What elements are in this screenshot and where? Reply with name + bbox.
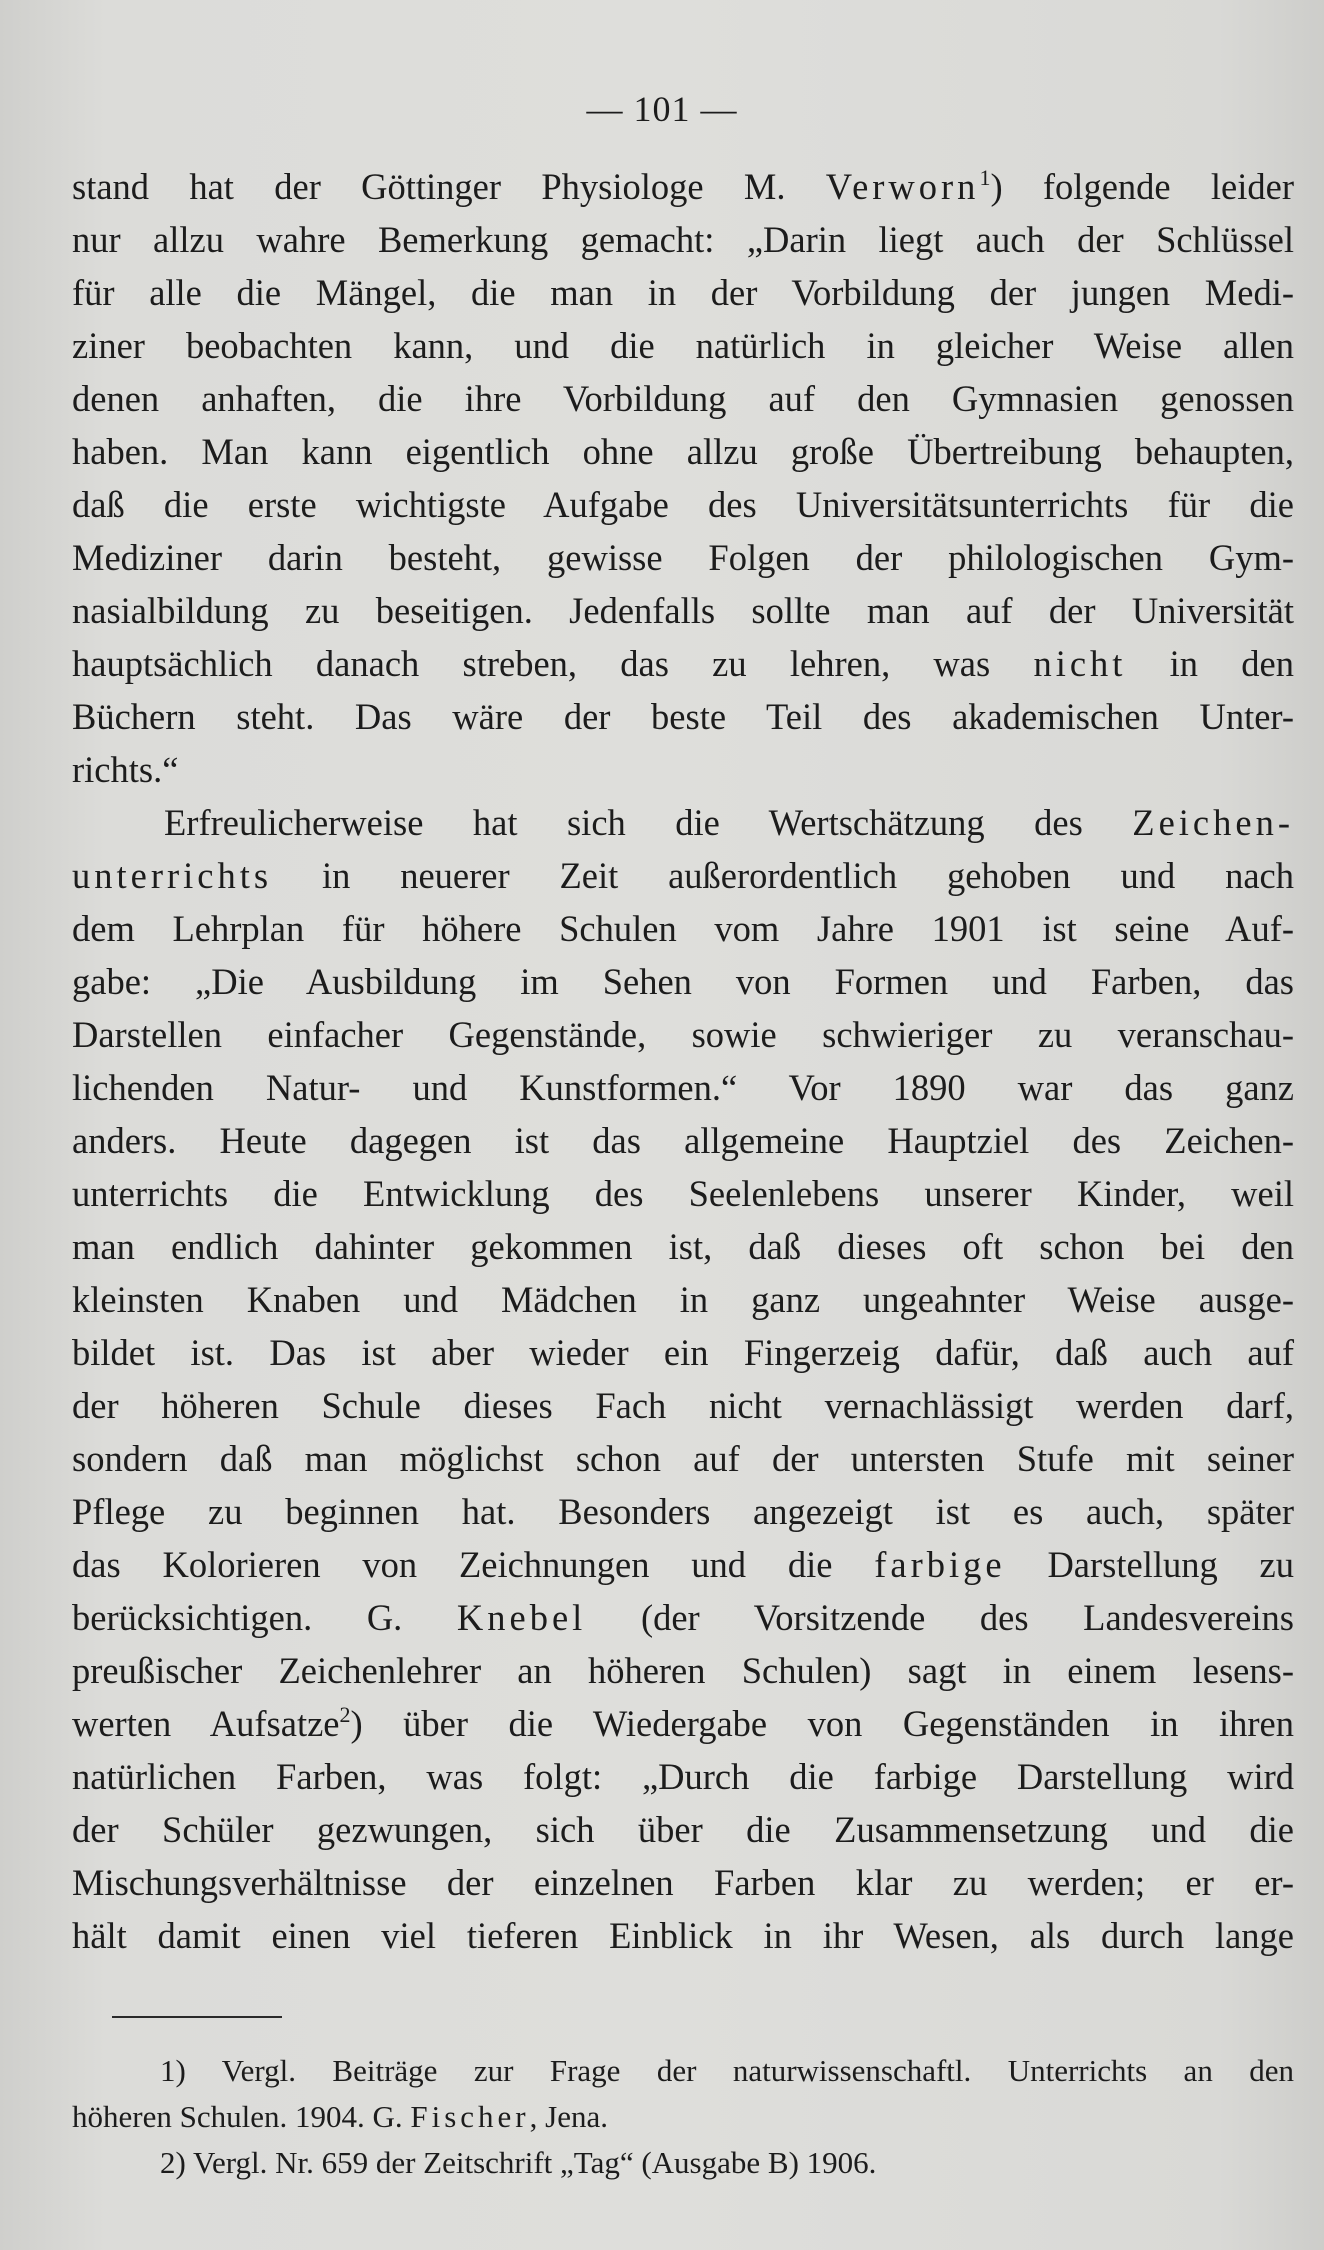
- text-line: [72, 690, 1294, 743]
- text-run: 1) Vergl. Beiträge zur Frage der naturwissenschaftl. Unterrichts an den: [160, 2053, 1294, 2088]
- text-run: anders. Heute dagegen ist das allgemeine Hauptziel des Zeichen-: [72, 1120, 1294, 1161]
- text-line: [72, 1909, 1294, 1962]
- text-run: in neuerer Zeit außerordentlich gehoben und nach: [272, 855, 1294, 896]
- text-line: [72, 1379, 1294, 1432]
- text-line: [72, 319, 1294, 372]
- text-line: [72, 478, 1294, 531]
- text-run: Erfreulicherweise hat sich die Wertschätzung des: [164, 802, 1133, 843]
- text-line: [72, 1485, 1294, 1538]
- text-line: [72, 955, 1294, 1008]
- text-line: [72, 1644, 1294, 1697]
- text-run: werten Aufsatze: [72, 1703, 340, 1744]
- text-line: [72, 637, 1294, 690]
- text-line: [72, 1167, 1294, 1220]
- text-run: stand hat der Göttinger Physiologe M.: [72, 166, 826, 207]
- text-run: nur allzu wahre Bemerkung gemacht: „Darin liegt auch der Schlüssel: [72, 219, 1294, 260]
- text-line: [72, 1803, 1294, 1856]
- text-run: Mischungsverhältnisse der einzelnen Farben klar zu werden; er er-: [72, 1862, 1294, 1903]
- text-line: [72, 1061, 1294, 1114]
- text-run: natürlichen Farben, was folgt: „Durch die farbige Darstellung wird: [72, 1756, 1294, 1797]
- text-run: ziner beobachten kann, und die natürlich in gleicher Weise allen: [72, 325, 1294, 366]
- spaced-emphasis: unterrichts: [72, 855, 273, 896]
- text-run: der höheren Schule dieses Fach nicht vernachlässigt werden darf,: [72, 1385, 1294, 1426]
- footnote-line: [72, 2094, 1294, 2140]
- text-line: [72, 425, 1294, 478]
- spaced-emphasis: farbige: [874, 1544, 1006, 1585]
- spaced-emphasis: Fischer: [410, 2099, 530, 2134]
- text-run: man endlich dahinter gekommen ist, daß dieses oft schon bei den: [72, 1226, 1294, 1267]
- text-run: nasialbildung zu beseitigen. Jedenfalls sollte man auf der Universität: [72, 590, 1294, 631]
- text-line: [72, 743, 1294, 796]
- text-line: [72, 1750, 1294, 1803]
- text-run: höheren Schulen. 1904. G.: [72, 2099, 411, 2134]
- text-run: bildet ist. Das ist aber wieder ein Fingerzeig dafür, daß auch auf: [72, 1332, 1294, 1373]
- text-run: Darstellen einfacher Gegenstände, sowie schwieriger zu veranschau-: [72, 1014, 1294, 1055]
- text-run: für alle die Mängel, die man in der Vorbildung der jungen Medi-: [72, 272, 1294, 313]
- text-line: [72, 1220, 1294, 1273]
- text-line: [72, 531, 1294, 584]
- footnote-marker: 1: [979, 165, 991, 190]
- text-run: Darstellung zu: [1005, 1544, 1294, 1585]
- spaced-emphasis: nicht: [1033, 643, 1127, 684]
- text-run: hält damit einen viel tieferen Einblick in ihr Wesen, als durch lange: [72, 1915, 1294, 1956]
- text-run: denen anhaften, die ihre Vorbildung auf den Gymnasien genossen: [72, 378, 1294, 419]
- text-run: haben. Man kann eigentlich ohne allzu große Übertreibung behaupten,: [72, 431, 1294, 472]
- page-number: — 101 —: [586, 89, 738, 129]
- text-run: berücksichtigen. G.: [72, 1597, 457, 1638]
- text-run: sondern daß man möglichst schon auf der untersten Stufe mit seiner: [72, 1438, 1294, 1479]
- text-run: dem Lehrplan für höhere Schulen vom Jahre 1901 ist seine Auf-: [72, 908, 1294, 949]
- text-line: [72, 372, 1294, 425]
- spaced-emphasis: Knebel: [456, 1597, 587, 1638]
- text-run: Mediziner darin besteht, gewisse Folgen der philologischen Gym-: [72, 537, 1294, 578]
- footnote: [72, 2048, 1294, 2140]
- text-line: [72, 849, 1294, 902]
- footnote-marker: 2: [339, 1702, 351, 1727]
- text-run: in den: [1126, 643, 1294, 684]
- text-run: , Jena.: [529, 2099, 608, 2134]
- text-line: [72, 1432, 1294, 1485]
- text-run: 2) Vergl. Nr. 659 der Zeitschrift „Tag“ (Ausgabe B) 1906.: [160, 2145, 877, 2180]
- text-line: [72, 1538, 1294, 1591]
- text-run: der Schüler gezwungen, sich über die Zusammensetzung und die: [72, 1809, 1294, 1850]
- footnote-line: [72, 2140, 1294, 2186]
- spaced-emphasis: Verworn: [825, 166, 980, 207]
- text-run: kleinsten Knaben und Mädchen in ganz ungeahnter Weise ausge-: [72, 1279, 1294, 1320]
- text-line: [72, 213, 1294, 266]
- text-line: [72, 902, 1294, 955]
- footnotes: [72, 2048, 1294, 2186]
- text-run: hauptsächlich danach streben, das zu lehren, was: [72, 643, 1034, 684]
- text-line: [72, 1326, 1294, 1379]
- text-run: gabe: „Die Ausbildung im Sehen von Formen und Farben, das: [72, 961, 1294, 1002]
- body-text: [72, 160, 1294, 1962]
- text-run: ) über die Wiedergabe von Gegenständen in ihren: [350, 1703, 1294, 1744]
- text-run: Pflege zu beginnen hat. Besonders angezeigt ist es auch, später: [72, 1491, 1294, 1532]
- text-line: [72, 796, 1294, 849]
- text-run: unterrichts die Entwicklung des Seelenlebens unserer Kinder, weil: [72, 1173, 1294, 1214]
- text-line: [72, 1591, 1294, 1644]
- text-line: [72, 1856, 1294, 1909]
- text-line: [72, 1008, 1294, 1061]
- text-line: [72, 160, 1294, 213]
- spaced-emphasis: Zeichen-: [1132, 802, 1294, 843]
- text-run: (der Vorsitzende des Landesvereins: [586, 1597, 1294, 1638]
- text-run: daß die erste wichtigste Aufgabe des Universitätsunterrichts für die: [72, 484, 1294, 525]
- text-run: lichenden Natur- und Kunstformen.“ Vor 1890 war das ganz: [72, 1067, 1294, 1108]
- text-line: [72, 1114, 1294, 1167]
- footnote: [72, 2140, 1294, 2186]
- text-line: [72, 1697, 1294, 1750]
- text-run: ) folgende leider: [990, 166, 1294, 207]
- text-line: [72, 266, 1294, 319]
- text-line: [72, 584, 1294, 637]
- paragraph: [72, 160, 1294, 796]
- text-line: [72, 1273, 1294, 1326]
- footnote-line: [72, 2048, 1294, 2094]
- text-run: das Kolorieren von Zeichnungen und die: [72, 1544, 875, 1585]
- text-run: Büchern steht. Das wäre der beste Teil des akademischen Unter-: [72, 696, 1294, 737]
- paragraph: [72, 796, 1294, 1962]
- text-run: preußischer Zeichenlehrer an höheren Schulen) sagt in einem lesens-: [72, 1650, 1294, 1691]
- text-run: richts.“: [72, 749, 179, 790]
- footnote-rule: [112, 2016, 282, 2018]
